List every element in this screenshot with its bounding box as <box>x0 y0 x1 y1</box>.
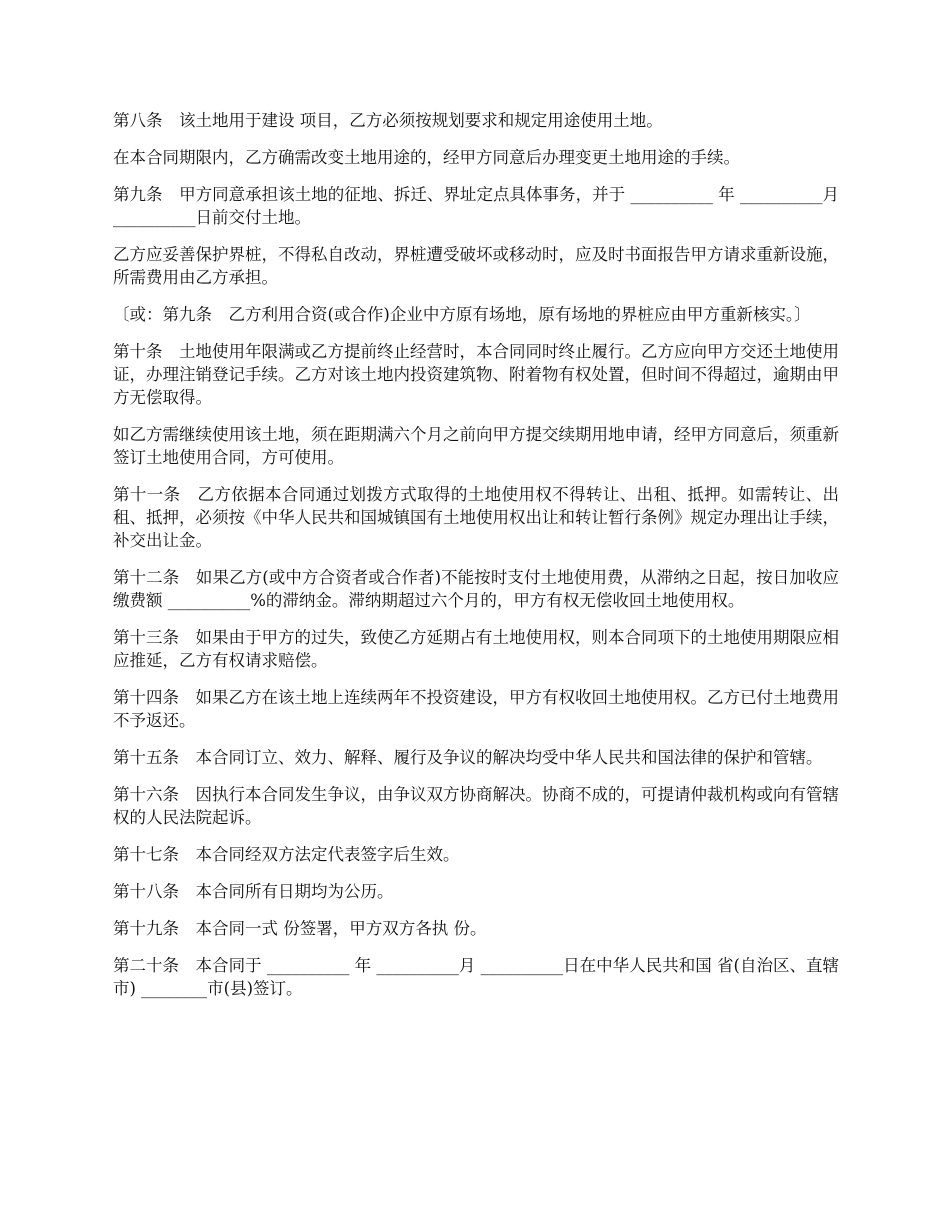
contract-document <box>113 109 839 1014</box>
article-15-paragraph: 第十五条 本合同订立、效力、解释、履行及争议的解决均受中华人民共和国法律的保护和管辖。 <box>113 748 823 767</box>
article-18-paragraph: 第十八条 本合同所有日期均为公历。 <box>113 882 394 901</box>
article-16-paragraph: 第十六条 因执行本合同发生争议，由争议双方协商解决。协商不成的，可提请仲裁机构或向有管辖权的人民法院起诉。 <box>113 785 839 827</box>
renewal-paragraph: 如乙方需继续使用该土地，须在距期满六个月之前向甲方提交续期用地申请，经甲方同意后，须重新签订土地使用合同，方可使用。 <box>113 425 839 467</box>
boundary-marker-paragraph: 乙方应妥善保护界桩，不得私自改动，界桩遭受破坏或移动时，应及时书面报告甲方请求重新设施，所需费用由乙方承担。 <box>113 245 839 287</box>
land-use-change-paragraph: 在本合同期限内，乙方确需改变土地用途的，经甲方同意后办理变更土地用途的手续。 <box>113 148 740 167</box>
article-10-paragraph: 第十条 土地使用年限满或乙方提前终止经营时，本合同同时终止履行。乙方应向甲方交还土地使用证，办理注销登记手续。乙方对该土地内投资建筑物、附着物有权处置，但时间不得超过，逾期由甲方无偿取得。 <box>113 342 839 407</box>
article-9-paragraph: 第九条 甲方同意承担该土地的征地、拆迁、界址定点具体事务，并于 __________ 年 __________月 __________日前交付土地。 <box>113 185 839 227</box>
article-9-alternative-paragraph: 〔或：第九条 乙方利用合资(或合作)企业中方原有场地，原有场地的界桩应由甲方重新核实。〕 <box>113 305 811 324</box>
article-17-paragraph: 第十七条 本合同经双方法定代表签字后生效。 <box>113 845 460 864</box>
article-11-paragraph: 第十一条 乙方依据本合同通过划拨方式取得的土地使用权不得转让、出租、抵押。如需转让、出租、抵押，必须按《中华人民共和国城镇国有土地使用权出让和转让暂行条例》规定办理出让手续，补交出让金。 <box>113 485 839 550</box>
article-12-paragraph: 第十二条 如果乙方(或中方合资者或合作者)不能按时支付土地使用费，从滞纳之日起，按日加收应缴费额 __________%的滞纳金。滞纳期超过六个月的，甲方有权无偿收回土地使用权。 <box>113 568 839 610</box>
article-8-paragraph: 第八条 该土地用于建设 项目，乙方必须按规划要求和规定用途使用土地。 <box>113 111 663 130</box>
article-20-paragraph: 第二十条 本合同于 __________ 年 __________月 __________日在中华人民共和国 省(自治区、直辖市) ________市(县)签订。 <box>113 956 839 998</box>
article-19-paragraph: 第十九条 本合同一式 份签署，甲方双方各执 份。 <box>113 919 487 938</box>
article-14-paragraph: 第十四条 如果乙方在该土地上连续两年不投资建设，甲方有权收回土地使用权。乙方已付土地费用不予返还。 <box>113 688 839 730</box>
article-13-paragraph: 第十三条 如果由于甲方的过失，致使乙方延期占有土地使用权，则本合同项下的土地使用期限应相应推延，乙方有权请求赔偿。 <box>113 628 839 670</box>
